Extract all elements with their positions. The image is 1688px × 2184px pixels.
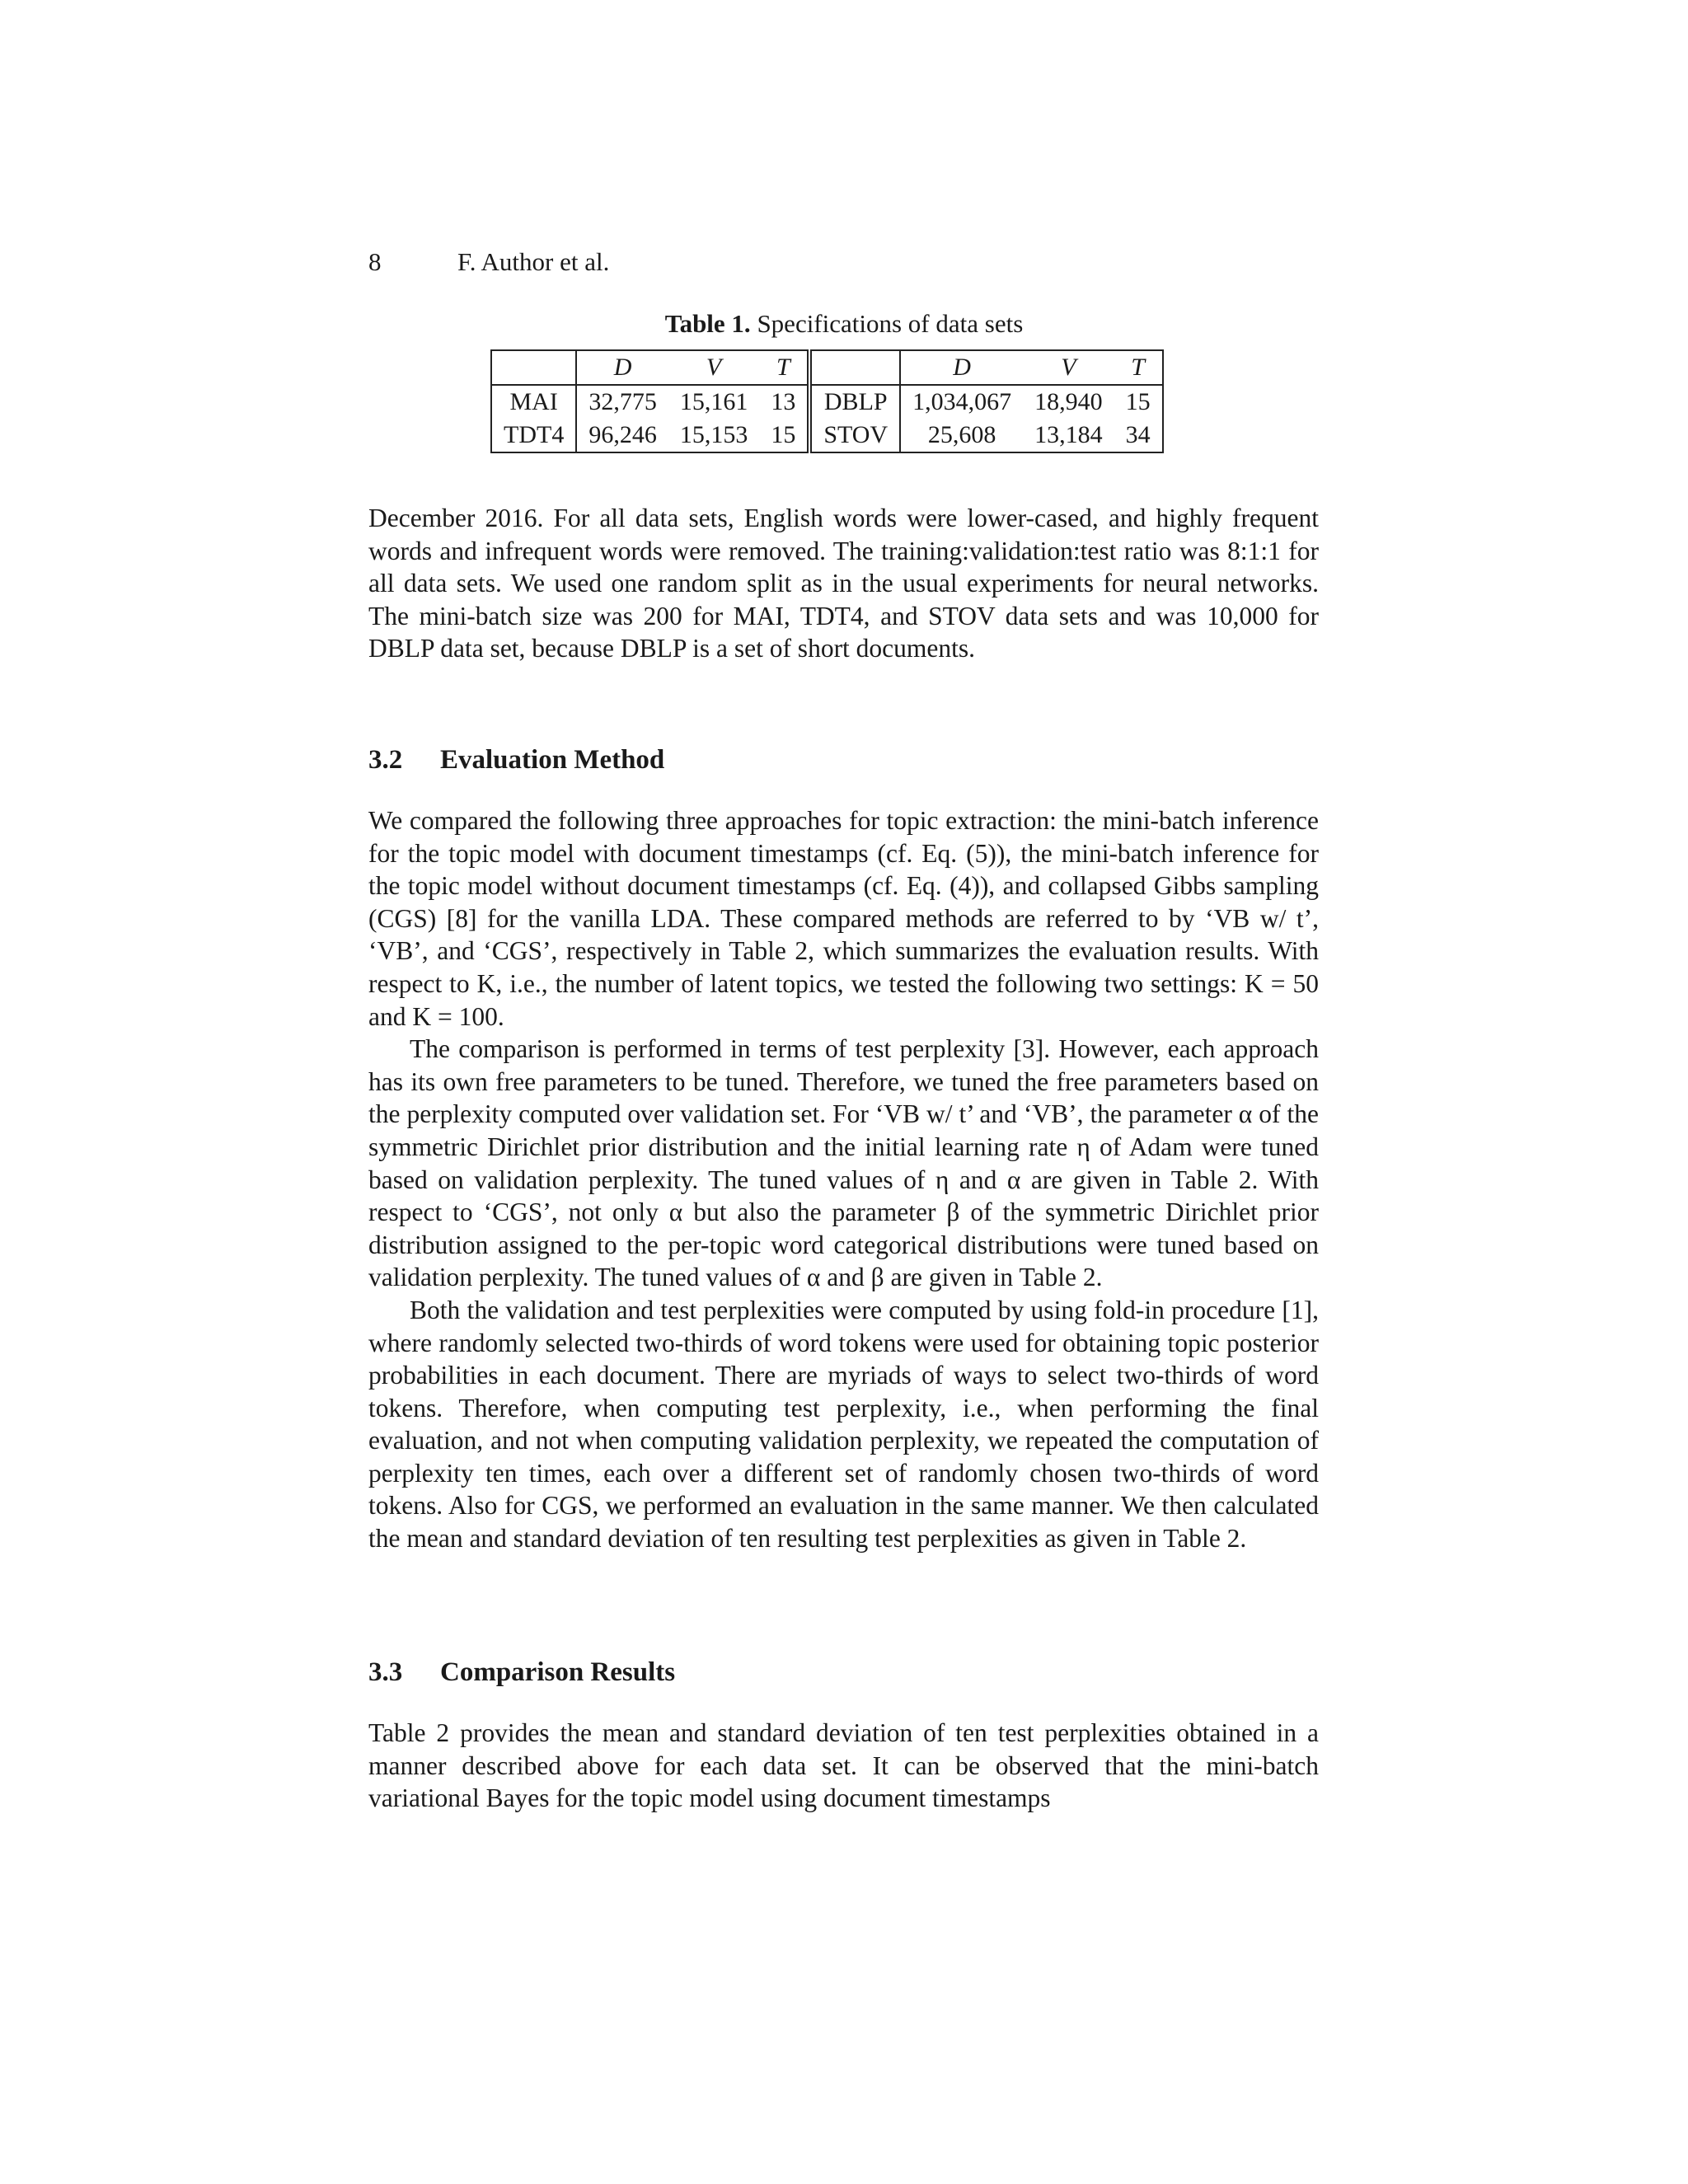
table-cell: DBLP bbox=[809, 385, 900, 419]
table-header-cell: D bbox=[576, 350, 668, 385]
section-number: 3.2 bbox=[368, 745, 403, 775]
body-paragraph: The comparison is performed in terms of test perplexity [3]. However, each approach has its own free parameters to be tuned. Therefore, we tuned the free parameters based on the perplexity computed over validation set. For ‘VB w/ t’ and ‘VB’, the parameter α of the symmetric Dirichlet prior distribution and the initial learning rate η of Adam were tuned based on validation perplexity. The tuned values of η and α are given in Table 2. With respect to ‘CGS’, not only α but also the parameter β of the symmetric Dirichlet prior distribution assigned to the per-topic word categorical distributions were tuned based on validation perplexity. The tuned values of α and β are given in Table 2. bbox=[368, 1034, 1319, 1292]
table-cell: 34 bbox=[1114, 419, 1163, 452]
table-cell: 15 bbox=[759, 419, 809, 452]
data-set-spec-table bbox=[490, 349, 1164, 453]
table-cell: 18,940 bbox=[1034, 388, 1103, 415]
table-cell: 15,153 bbox=[668, 419, 760, 452]
table-cell: STOV bbox=[809, 419, 900, 452]
section-number: 3.3 bbox=[368, 1657, 403, 1687]
table-header-cell: V bbox=[1023, 350, 1114, 385]
table-caption bbox=[0, 309, 1688, 339]
section-3-2-body bbox=[368, 804, 1319, 1555]
table-cell: MAI bbox=[491, 385, 576, 419]
section-3-3-body bbox=[368, 1717, 1319, 1815]
section-title: Comparison Results bbox=[440, 1657, 676, 1687]
table-cell: TDT4 bbox=[491, 419, 576, 452]
body-paragraph: December 2016. For all data sets, English words were lower-cased, and highly frequent words and infrequent words were removed. The training:validation:test ratio was 8:1:1 for all data sets. We used one random split as in the usual experiments for neural networks. The mini-batch size was 200 for MAI, TDT4, and STOV data sets and was 10,000 for DBLP data set, because DBLP is a set of short documents. bbox=[368, 504, 1319, 663]
table-cell: 15 bbox=[1114, 385, 1163, 419]
running-title: F. Author et al. bbox=[457, 247, 610, 276]
table-cell: 25,608 bbox=[900, 419, 1023, 452]
body-paragraph: Both the validation and test perplexities were computed by using fold-in procedure [1], where randomly selected two-thirds of word tokens were used for obtaining topic posterior probabilities in each document. There are myriads of ways to select two-thirds of word tokens. Therefore, when computing test perplexity, i.e., when performing the final evaluation, and not when computing validation perplexity, we repeated the computation of perplexity ten times, each over a different set of randomly chosen two-thirds of word tokens. Also for CGS, we performed an evaluation in the same manner. We then calculated the mean and standard deviation of ten resulting test perplexities as given in Table 2. bbox=[368, 1295, 1319, 1554]
body-paragraph: Table 2 provides the mean and standard deviation of ten test perplexities obtained in a manner described above for each data set. It can be observed that the mini-batch variational Bayes for the topic model using document timestamps bbox=[368, 1718, 1319, 1813]
body-paragraph: We compared the following three approaches for topic extraction: the mini-batch inference for the topic model with document timestamps (cf. Eq. (5)), the mini-batch inference for the topic model without document timestamps (cf. Eq. (4)), and collapsed Gibbs sampling (CGS) [8] for the vanilla LDA. These compared methods are referred to by ‘VB w/ t’, ‘VB’, and ‘CGS’, respectively in Table 2, which summarizes the evaluation results. With respect to K, i.e., the number of latent topics, we tested the following two settings: K = 50 and K = 100. bbox=[368, 806, 1319, 1031]
intro-paragraph-block bbox=[368, 502, 1319, 665]
table-header-row bbox=[491, 350, 1163, 385]
table-header-cell: V bbox=[668, 350, 760, 385]
table-caption-text: Specifications of data sets bbox=[757, 309, 1024, 338]
section-heading-3-3 bbox=[368, 1657, 675, 1688]
table-cell: 15,161 bbox=[679, 388, 748, 415]
section-heading-3-2 bbox=[368, 745, 664, 776]
table-cell: 1,034,067 bbox=[912, 388, 1012, 415]
table-cell: 13,184 bbox=[1023, 419, 1114, 452]
table-header-cell: D bbox=[900, 350, 1023, 385]
table-caption-label: Table 1. bbox=[664, 309, 751, 338]
table-cell: 32,775 bbox=[588, 388, 657, 415]
table-row bbox=[491, 419, 1163, 452]
table-header-cell: T bbox=[1114, 350, 1163, 385]
table-header-cell bbox=[491, 350, 576, 385]
table-cell: 96,246 bbox=[576, 419, 668, 452]
table-header-cell bbox=[809, 350, 900, 385]
section-title: Evaluation Method bbox=[440, 745, 665, 775]
table-cell: 13 bbox=[759, 385, 809, 419]
table-header-cell: T bbox=[759, 350, 809, 385]
table-row bbox=[491, 385, 1163, 419]
page-number: 8 bbox=[368, 247, 382, 276]
page-header bbox=[368, 247, 609, 277]
